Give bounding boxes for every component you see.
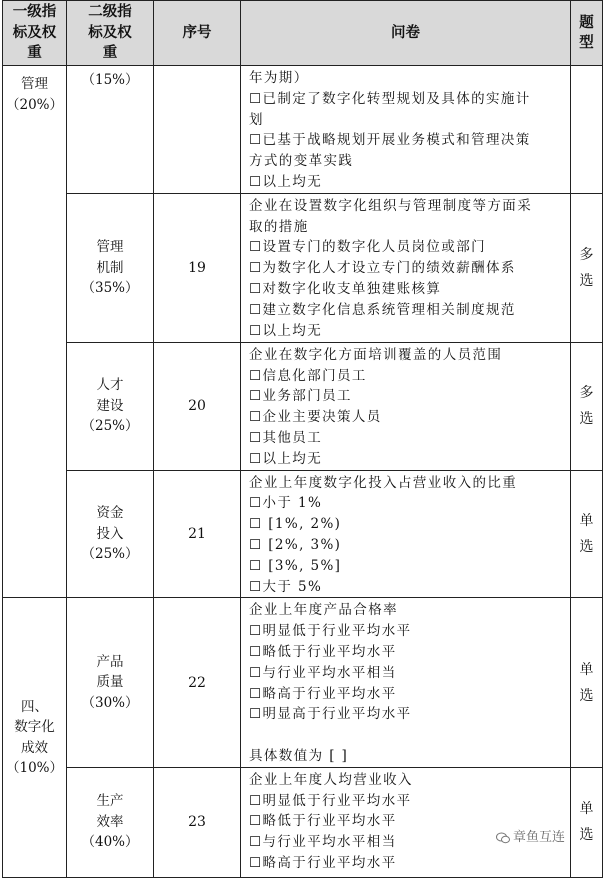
questionnaire-table xyxy=(2,0,603,878)
question-cell: 企业上年度数字化投入占营业收入的比重 ☐小于 1% ☐ [1%, 2%) ☐ [2%, 3%) ☐ [3%, 5%] ☐大于 5% xyxy=(241,470,571,598)
question-cell: 企业在设置数字化组织与管理制度等方面采 取的措施 ☐设置专门的数字化人员岗位或部门 ☐为数字化人才设立专门的绩效薪酬体系 ☐对数字化收支单独建账核算 ☐建立数字化信息系统管理相关制度规范 ☐以上均无 xyxy=(241,193,571,342)
table-row xyxy=(3,470,603,598)
watermark xyxy=(496,826,565,845)
seq-cell: 21 xyxy=(154,470,241,598)
type-cell: 单 选 xyxy=(571,598,603,767)
header-seq: 序号 xyxy=(154,1,241,66)
seq-cell: 19 xyxy=(154,193,241,342)
level1-cell: 四、 数字化 成效 （10%） xyxy=(3,598,67,877)
header-level2: 二级指 标及权 重 xyxy=(67,1,154,66)
level2-cell: 生产 效率 （40%） xyxy=(67,767,154,877)
question-cell: 企业上年度产品合格率 ☐明显低于行业平均水平 ☐略低于行业平均水平 ☐与行业平均水平相当 ☐略高于行业平均水平 ☐明显高于行业平均水平 具体数值为 [ ] xyxy=(241,598,571,767)
level2-cell: 产品 质量 （30%） xyxy=(67,598,154,767)
question-cell: 企业上年度人均营业收入 ☐明显低于行业平均水平 ☐略低于行业平均水平 ☐与行业平均水平相当 ☐略高于行业平均水平 xyxy=(241,767,571,877)
seq-cell: 20 xyxy=(154,342,241,470)
level1-cell: 管理 （20%） xyxy=(3,66,67,598)
type-cell: 多 选 xyxy=(571,342,603,470)
type-cell: 多 选 xyxy=(571,193,603,342)
question-cell: 企业在数字化方面培训覆盖的人员范围 ☐信息化部门员工 ☐业务部门员工 ☐企业主要决策人员 ☐其他员工 ☐以上均无 xyxy=(241,342,571,470)
table-row xyxy=(3,193,603,342)
table-row xyxy=(3,598,603,767)
seq-cell: 22 xyxy=(154,598,241,767)
table-row xyxy=(3,342,603,470)
watermark-text: 章鱼互连 xyxy=(513,830,566,845)
type-cell: 单 选 xyxy=(571,470,603,598)
question-cell: 年为期） ☐已制定了数字化转型规划及具体的实施计 划 ☐已基于战略规划开展业务模式和管理决策 方式的变革实践 ☐以上均无 xyxy=(241,66,571,194)
level2-cell: 管理 机制 （35%） xyxy=(67,193,154,342)
header-type: 题 型 xyxy=(571,1,603,66)
level2-cell: （15%） xyxy=(67,66,154,194)
seq-cell xyxy=(154,66,241,194)
header-level1: 一级指 标及权 重 xyxy=(3,1,67,66)
level2-cell: 人才 建设 （25%） xyxy=(67,342,154,470)
wechat-icon xyxy=(496,832,510,844)
type-cell: 单 选 xyxy=(571,767,603,877)
header-question: 问卷 xyxy=(241,1,571,66)
seq-cell: 23 xyxy=(154,767,241,877)
table-row xyxy=(3,66,603,194)
level2-cell: 资金 投入 （25%） xyxy=(67,470,154,598)
type-cell xyxy=(571,66,603,194)
